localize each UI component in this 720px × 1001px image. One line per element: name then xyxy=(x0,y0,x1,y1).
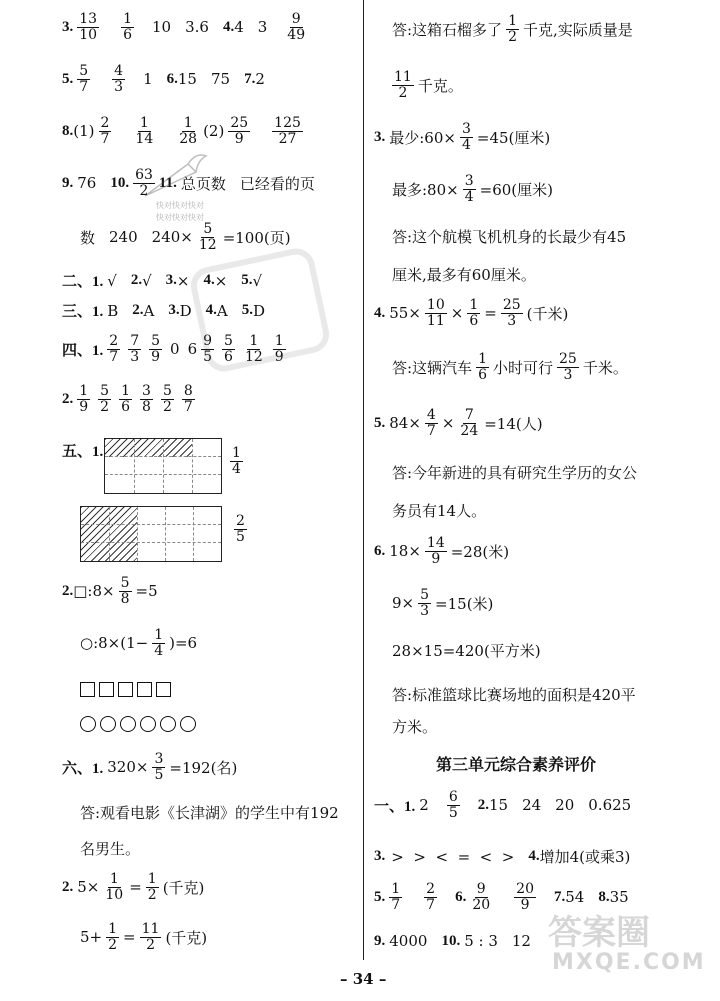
equation-part: ○:8×(1− xyxy=(80,634,149,653)
fraction: $\frac{6}{5}$ xyxy=(448,789,458,821)
equation-part: )=6 xyxy=(169,634,198,653)
equation-part: 9× xyxy=(392,594,415,613)
question-number: 4. xyxy=(205,302,217,318)
section-label: 三、1. xyxy=(62,304,104,320)
unit3-q1 xyxy=(374,790,631,820)
section-label: 四、1. xyxy=(62,342,104,359)
fraction: $\frac{5}{2}$ xyxy=(162,383,172,415)
section-6-q1 xyxy=(62,752,237,782)
answer-sentence: 答:这箱石榴多了 xyxy=(392,20,503,39)
answer-value: 3 xyxy=(257,18,268,37)
right-answer-weight xyxy=(388,70,463,100)
circle-shape xyxy=(80,716,96,732)
equation-part: (千克) xyxy=(165,928,208,947)
equation-part: 55× xyxy=(389,304,421,323)
answer-sentence: 名男生。 xyxy=(80,840,141,858)
answer-mark: × xyxy=(176,271,190,290)
left-q8 xyxy=(62,116,307,146)
fraction: $\frac{1}{6}$ xyxy=(123,11,132,43)
unit3-q9 xyxy=(374,932,531,950)
question-number: 2. xyxy=(62,390,74,407)
square-shape xyxy=(137,682,152,697)
fraction: $\frac{3}{4}$ xyxy=(461,121,471,153)
answer-sentence: 千克。 xyxy=(417,76,463,95)
fraction: $\frac{5}{2}$ xyxy=(100,383,110,415)
stamp-watermark xyxy=(180,240,340,384)
answer-text: 增加4(或乘3) xyxy=(539,848,631,866)
answer-value: 4000 xyxy=(389,932,428,950)
question-number: 5. xyxy=(374,888,386,905)
section-5-q2-square xyxy=(62,576,158,606)
answer-sentence: 答:标准篮球比赛场地的面积是420平 xyxy=(392,686,636,704)
fraction: $\frac{1}{4}$ xyxy=(154,627,164,659)
left-q5 xyxy=(62,64,265,94)
answer-value: 76 xyxy=(77,174,97,193)
fraction: $\frac{8}{7}$ xyxy=(183,383,193,415)
answer-letter: A xyxy=(143,301,155,320)
fraction: $\frac{5}{3}$ xyxy=(420,587,430,619)
fraction: $\frac{1}{9}$ xyxy=(79,383,89,415)
square-shape xyxy=(99,682,114,697)
brand-watermark: 答案圈 xyxy=(548,913,650,953)
fraction: $\frac{1}{6}$ xyxy=(478,351,487,383)
equation-part: =5 xyxy=(135,582,158,601)
equation-part: 18× xyxy=(389,542,421,561)
answer-mark: √ xyxy=(142,271,152,290)
fraction: $\frac{9}{5}$ xyxy=(203,333,213,365)
fraction: $\frac{5}{12}$ xyxy=(198,221,217,253)
question-number: 5. xyxy=(241,272,253,288)
answer-text: 数 xyxy=(80,228,96,247)
equation-part: =15(米) xyxy=(435,594,494,613)
right-q6-line2 xyxy=(392,588,493,618)
question-number: 5. xyxy=(374,414,386,431)
fraction: $\frac{5}{7}$ xyxy=(79,63,89,95)
fraction: $\frac{9}{20}$ xyxy=(472,881,491,913)
circle-shape xyxy=(100,716,116,732)
question-number: 7. xyxy=(244,70,256,87)
answer-value: 5 : 3 xyxy=(464,932,498,950)
answer-mark: √ xyxy=(107,271,117,290)
answer-symbols: > > < = < > xyxy=(391,847,515,866)
circle-shape xyxy=(160,716,176,732)
section-label: 二、1. xyxy=(62,274,104,290)
question-number: 10. xyxy=(441,932,461,949)
answer-letter: A xyxy=(216,301,228,320)
equation-part: × xyxy=(441,414,455,433)
answer-value: 4 xyxy=(234,18,244,37)
question-number: 4. xyxy=(222,18,235,35)
question-number: 3. xyxy=(168,302,180,318)
question-number: 10. xyxy=(110,174,130,191)
equation-part: =14(人) xyxy=(484,414,543,433)
fraction: $\frac{1}{2}$ xyxy=(108,921,118,953)
equation-part: =28(米) xyxy=(450,542,510,561)
question-number: 3. xyxy=(62,18,74,35)
answer-sentence: 务员有14人。 xyxy=(392,502,487,520)
question-number: 4. xyxy=(528,848,540,864)
fraction: $\frac{2}{5}$ xyxy=(236,513,245,545)
answer-value: 35 xyxy=(609,888,629,907)
answer-value: 12 xyxy=(511,932,531,950)
question-number: 8. xyxy=(598,888,610,905)
fraction-grid-quarter xyxy=(104,438,222,494)
equation-part: 320× xyxy=(107,758,149,777)
section-5-q2-circle xyxy=(80,628,197,658)
question-number: 2. xyxy=(62,582,74,599)
answer-value: 2 xyxy=(419,796,429,815)
answer-value: 0 xyxy=(170,340,180,359)
fraction: $\frac{1}{14}$ xyxy=(135,115,154,147)
answer-sentence: 答:今年新进的具有研究生学历的女公 xyxy=(392,464,638,482)
fraction: $\frac{2}{7}$ xyxy=(426,881,436,913)
shaded-region xyxy=(105,439,192,457)
column-divider xyxy=(363,0,364,960)
fraction: $\frac{25}{3}$ xyxy=(559,351,577,383)
question-number: 6. xyxy=(455,888,467,905)
answer-sentence: 千米。 xyxy=(582,358,628,377)
answer-sentence: 厘米,最多有60厘米。 xyxy=(392,266,536,284)
section-label: 五、1. xyxy=(62,444,104,460)
right-answer-pomegranate xyxy=(392,14,633,44)
fraction: $\frac{3}{8}$ xyxy=(142,383,151,415)
fraction: $\frac{11}{2}$ xyxy=(394,69,412,101)
fraction: $\frac{5}{9}$ xyxy=(151,333,161,365)
answer-sentence: 答:这个航模飞机机身的长最少有45 xyxy=(392,228,627,246)
equation-part: =60(厘米) xyxy=(479,180,554,199)
fraction: $\frac{4}{3}$ xyxy=(114,63,124,95)
answer-value: 1 xyxy=(143,70,153,89)
fraction: $\frac{10}{11}$ xyxy=(426,297,445,329)
equation-part: 5× xyxy=(77,878,100,897)
question-number: 11. xyxy=(158,174,177,191)
fraction: $\frac{5}{8}$ xyxy=(120,575,130,607)
question-number: 8. xyxy=(62,122,74,139)
question-number: 6. xyxy=(166,70,178,87)
fraction: $\frac{5}{6}$ xyxy=(224,333,233,365)
answer-text: 已经看的页 xyxy=(239,174,315,193)
fraction: $\frac{1}{9}$ xyxy=(274,333,284,365)
question-number: 9. xyxy=(374,932,386,949)
equation-part: = xyxy=(123,928,136,947)
unit3-q3 xyxy=(374,846,630,867)
fraction: $\frac{20}{9}$ xyxy=(516,881,534,913)
equation-part: × xyxy=(450,304,464,323)
equation-part: =100(页) xyxy=(222,228,291,247)
right-q3-max xyxy=(392,174,553,204)
fraction: $\frac{9}{49}$ xyxy=(287,11,306,43)
equation-part: 84× xyxy=(389,414,421,433)
question-number: 5. xyxy=(241,302,254,318)
grid-label-2 xyxy=(230,514,251,544)
part-label: (2) xyxy=(203,122,225,141)
fraction: $\frac{11}{2}$ xyxy=(141,921,160,953)
right-q4-answer xyxy=(392,352,628,382)
watermark-text: 快对快对快对 xyxy=(156,213,204,222)
fraction-grid-two-fifths xyxy=(80,506,222,562)
answer-value: 0.625 xyxy=(588,796,632,815)
equation-part: =45(厘米) xyxy=(476,128,551,147)
equation-part: 240× xyxy=(151,228,193,247)
square-shapes xyxy=(80,682,175,697)
fraction: $\frac{7}{3}$ xyxy=(130,333,140,365)
answer-sentence: 方米。 xyxy=(392,718,438,736)
right-q4 xyxy=(374,298,568,328)
equation-part: □:8× xyxy=(73,582,115,601)
fraction: $\frac{1}{6}$ xyxy=(121,383,131,415)
carrot-watermark-icon xyxy=(140,150,210,206)
answer-sentence: 答:观看电影《长津湖》的学生中有192 xyxy=(80,804,339,822)
equation-part: = xyxy=(129,878,142,897)
circle-shape xyxy=(180,716,196,732)
circle-shape xyxy=(140,716,156,732)
fraction: $\frac{14}{9}$ xyxy=(426,535,445,567)
question-number: 3. xyxy=(374,128,386,145)
watermark-text: 快对快对快对 xyxy=(156,201,204,210)
answer-value: 10 xyxy=(152,18,172,37)
section-6-q2 xyxy=(62,872,204,902)
section-label: 一、1. xyxy=(374,798,416,815)
equation-part: 5+ xyxy=(80,928,103,947)
answer-value: 6 xyxy=(187,340,198,359)
square-shape xyxy=(156,682,171,697)
answer-value: 2 xyxy=(255,70,265,89)
fraction: $\frac{1}{7}$ xyxy=(391,881,401,913)
grid-label-1 xyxy=(226,446,247,476)
fraction: $\frac{7}{24}$ xyxy=(460,407,479,439)
fraction: $\frac{3}{4}$ xyxy=(464,173,474,205)
right-q6 xyxy=(374,536,509,566)
fraction: $\frac{3}{5}$ xyxy=(154,751,164,783)
fraction: $\frac{13}{10}$ xyxy=(79,11,98,43)
question-number: 6. xyxy=(374,542,386,559)
answer-sentence: 小时可行 xyxy=(492,358,553,377)
question-number: 4. xyxy=(374,304,386,321)
fraction: $\frac{25}{9}$ xyxy=(230,115,249,147)
section-4-q2 xyxy=(62,384,199,414)
question-number: 2. xyxy=(130,272,143,288)
answer-value: 240 xyxy=(109,228,138,247)
question-number: 4. xyxy=(203,272,215,288)
answer-sentence: 千克,实际质量是 xyxy=(522,20,633,39)
right-q3-min xyxy=(374,122,550,152)
question-number: 5. xyxy=(62,70,74,87)
page-number: – 34 – xyxy=(340,970,387,988)
fraction: $\frac{1}{10}$ xyxy=(105,871,124,903)
url-watermark: MXQE.COM xyxy=(552,950,706,975)
question-number: 2. xyxy=(62,878,74,895)
question-number: 7. xyxy=(554,888,566,905)
square-shape xyxy=(80,682,95,697)
circle-shapes xyxy=(80,716,200,732)
equation-part: 最少:60× xyxy=(389,128,456,147)
equation-part: (千克) xyxy=(162,878,205,897)
circle-shape xyxy=(120,716,136,732)
equation-part: =192(名) xyxy=(169,758,238,777)
answer-value: 54 xyxy=(565,888,585,907)
answer-letter: D xyxy=(179,301,192,320)
fraction: $\frac{1}{6}$ xyxy=(469,297,479,329)
answer-mark: √ xyxy=(252,271,263,290)
section-title: 第三单元综合素养评价 xyxy=(436,755,597,774)
answer-value: 20 xyxy=(555,796,575,815)
section-6-q2-line2 xyxy=(80,922,207,952)
answer-value: 15 xyxy=(177,70,197,89)
answer-mark: × xyxy=(214,271,228,290)
equation-line: 28×15=420(平方米) xyxy=(392,642,541,660)
part-label: (1) xyxy=(73,122,95,141)
answer-sentence: 答:这辆汽车 xyxy=(392,358,473,377)
answer-text: 总页数 xyxy=(180,174,226,193)
question-number: 3. xyxy=(165,272,177,288)
fraction: $\frac{2}{7}$ xyxy=(100,115,110,147)
fraction: $\frac{1}{28}$ xyxy=(179,115,198,147)
answer-value: 15 xyxy=(488,796,509,815)
equation-part: (千米) xyxy=(526,304,569,323)
fraction: $\frac{2}{7}$ xyxy=(109,333,119,365)
answer-letter: D xyxy=(253,301,266,320)
fraction: $\frac{1}{2}$ xyxy=(508,13,517,45)
fraction: $\frac{63}{2}$ xyxy=(135,167,153,199)
question-number: 9. xyxy=(62,174,74,191)
answer-letter: B xyxy=(107,301,119,320)
fraction: $\frac{1}{2}$ xyxy=(147,871,157,903)
question-number: 2. xyxy=(132,302,144,318)
fraction: $\frac{1}{4}$ xyxy=(232,445,241,477)
equation-part: 最多:80× xyxy=(392,180,459,199)
square-shape xyxy=(118,682,133,697)
right-q5 xyxy=(374,408,543,438)
fraction: $\frac{1}{12}$ xyxy=(244,333,263,365)
answer-value: 3.6 xyxy=(185,18,209,37)
fraction: $\frac{25}{3}$ xyxy=(502,297,521,329)
section-label: 六、1. xyxy=(62,760,104,777)
fraction: $\frac{4}{7}$ xyxy=(426,407,436,439)
question-number: 2. xyxy=(477,796,489,813)
left-q3 xyxy=(62,12,311,42)
question-number: 3. xyxy=(374,848,386,864)
answer-value: 75 xyxy=(210,70,231,89)
equation-part: = xyxy=(484,304,497,323)
answer-value: 24 xyxy=(522,796,542,815)
fraction: $\frac{125}{27}$ xyxy=(274,115,301,147)
